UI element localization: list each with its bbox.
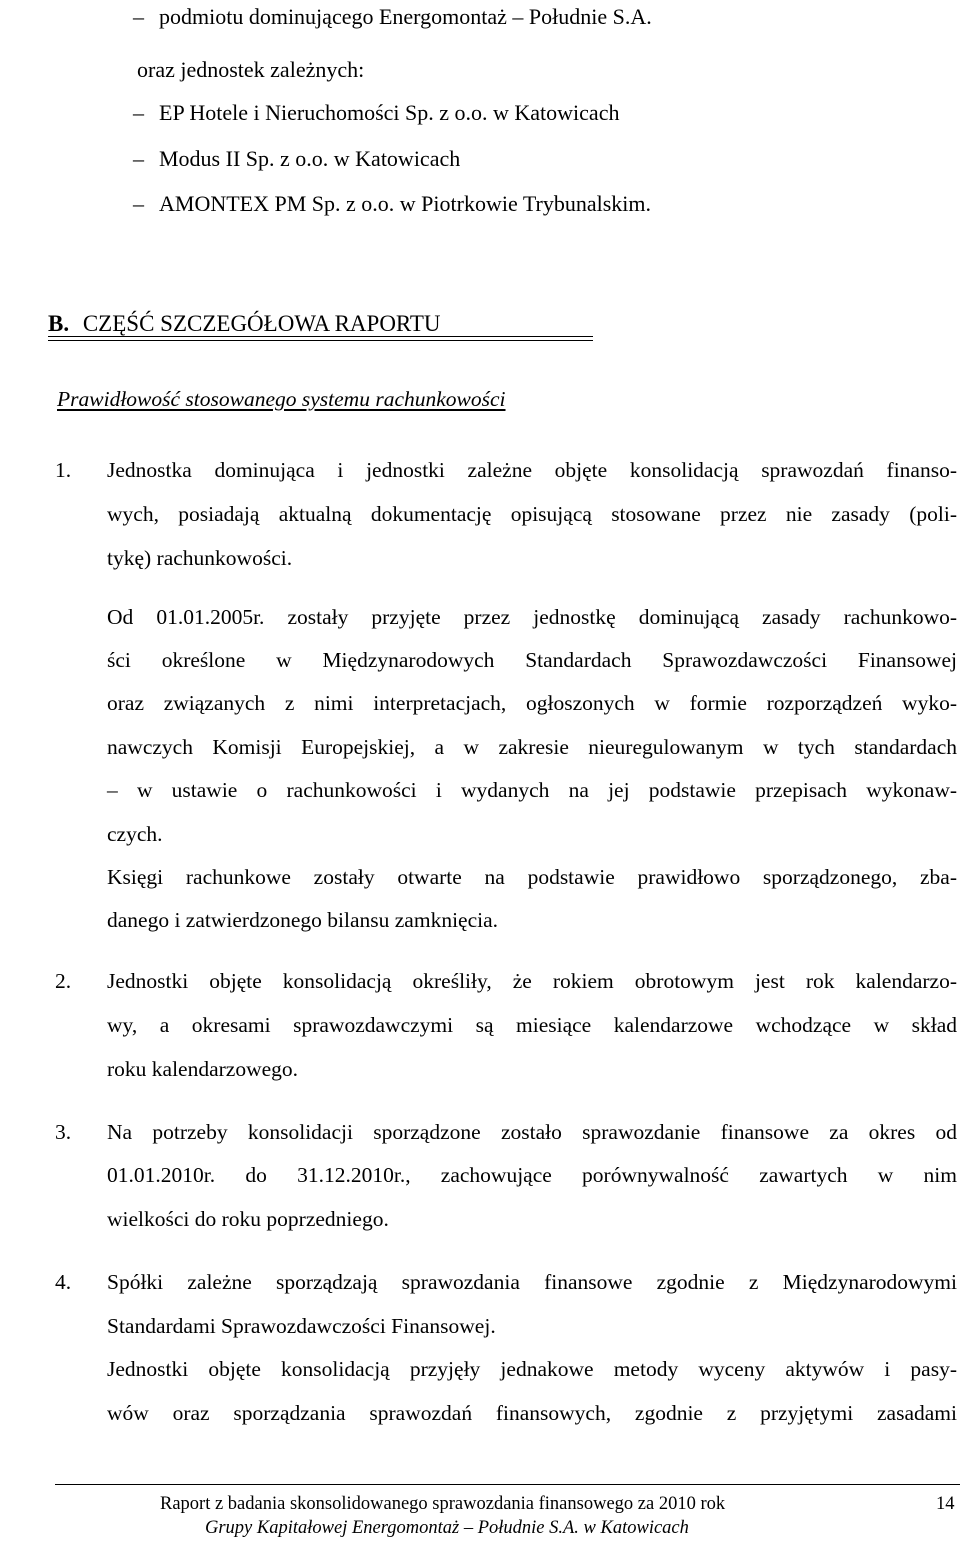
paragraph-line: wy, a okresami sprawozdawczymi są miesiące kalendarzowe wchodzące w skład [107, 1013, 957, 1037]
paragraph-line: Spółki zależne sporządzają sprawozdania finansowe zgodnie z Międzynarodowymi [107, 1270, 957, 1294]
point-number: 1. [55, 458, 72, 482]
footer-company: Grupy Kapitałowej Energomontaż – Południe S.A. w Katowicach [205, 1518, 689, 1538]
section-title: CZĘŚĆ SZCZEGÓŁOWA RAPORTU [82, 311, 441, 336]
paragraph-line: nawczych Komisji Europejskiej, a w zakresie nieuregulowanym w tych standardach [107, 735, 957, 759]
list-item [133, 148, 460, 170]
dash-bullet: – [133, 4, 144, 29]
paragraph-line: Jednostka dominująca i jednostki zależne objęte konsolidacją sprawozdań finanso- [107, 458, 957, 482]
paragraph-line: ści określone w Międzynarodowych Standardach Sprawozdawczości Finansowej [107, 648, 957, 672]
dash-bullet: – [133, 100, 144, 125]
paragraph-line: tykę) rachunkowości. [107, 546, 293, 570]
paragraph-line: roku kalendarzowego. [107, 1057, 299, 1081]
paragraph-line: oraz związanych z nimi interpretacjach, ogłoszonych w formie rozporządzeń wyko- [107, 691, 957, 715]
list-item-text: Modus II Sp. z o.o. w Katowicach [159, 146, 461, 171]
subsidiaries-intro: oraz jednostek zależnych: [137, 57, 365, 82]
page-number: 14 [936, 1494, 955, 1514]
list-item-text: EP Hotele i Nieruchomości Sp. z o.o. w Katowicach [159, 100, 620, 125]
paragraph-line: 01.01.2010r. do 31.12.2010r., zachowujące porównywalność zawartych w nim [107, 1163, 957, 1187]
paragraph-line: wych, posiadają aktualną dokumentację opisującą stosowane przez nie zasady (poli- [107, 502, 957, 526]
heading-underline [48, 336, 593, 337]
paragraph-line: Standardami Sprawozdawczości Finansowej. [107, 1314, 496, 1338]
section-subtitle: Prawidłowość stosowanego systemu rachunkowości [57, 387, 506, 411]
section-heading [48, 311, 441, 337]
point-number: 2. [55, 969, 72, 993]
dash-bullet: – [133, 146, 144, 171]
footer-report-title: Raport z badania skonsolidowanego sprawozdania finansowego za 2010 rok [160, 1494, 726, 1514]
list-item-text: AMONTEX PM Sp. z o.o. w Piotrkowie Trybunalskim. [159, 191, 651, 216]
paragraph-line: Księgi rachunkowe zostały otwarte na podstawie prawidłowo sporządzonego, zba- [107, 865, 957, 889]
list-item-text: podmiotu dominującego Energomontaż – Południe S.A. [159, 4, 652, 29]
paragraph-line: wów oraz sporządzania sprawozdań finansowych, zgodnie z przyjętymi zasadami [107, 1401, 957, 1425]
list-item [133, 102, 619, 124]
paragraph-line: Jednostki objęte konsolidacją przyjęły jednakowe metody wyceny aktywów i pasy- [107, 1357, 957, 1381]
paragraph-line: danego i zatwierdzonego bilansu zamknięcia. [107, 908, 499, 932]
paragraph-line: Na potrzeby konsolidacji sporządzone zostało sprawozdanie finansowe za okres od [107, 1120, 957, 1144]
paragraph-line: wielkości do roku poprzedniego. [107, 1207, 389, 1231]
paragraph-line: Jednostki objęte konsolidacją określiły, że rokiem obrotowym jest rok kalendarzo- [107, 969, 957, 993]
point-number: 3. [55, 1120, 72, 1144]
list-item-parent [133, 6, 652, 28]
footer-divider [55, 1484, 960, 1485]
point-number: 4. [55, 1270, 72, 1294]
paragraph-line: – w ustawie o rachunkowości i wydanych na jej podstawie przepisach wykonaw- [107, 778, 957, 802]
paragraph-line: Od 01.01.2005r. zostały przyjęte przez jednostkę dominującą zasady rachunkowo- [107, 605, 957, 629]
dash-bullet: – [133, 191, 144, 216]
section-letter: B. [48, 311, 70, 336]
heading-underline-double [48, 340, 593, 341]
list-item [133, 193, 651, 215]
paragraph-line: czych. [107, 822, 163, 846]
